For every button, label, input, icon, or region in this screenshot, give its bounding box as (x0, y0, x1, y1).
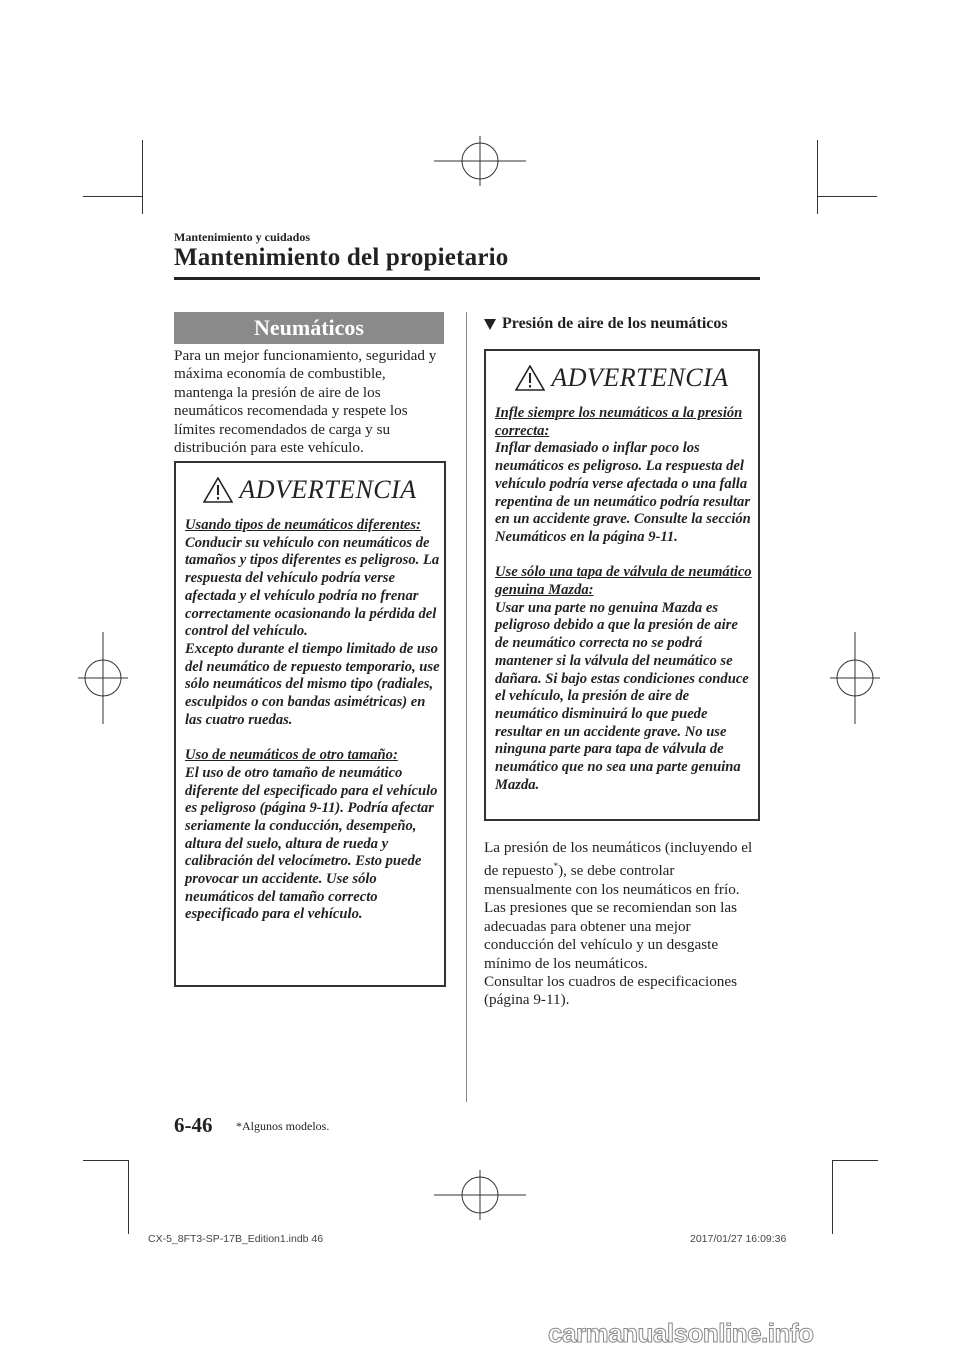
warning-title: ADVERTENCIA (239, 475, 417, 504)
warning-box (484, 349, 760, 821)
registration-mark-icon (434, 136, 526, 186)
warning-text: Usar una parte no genuina Mazda es peligroso debido a que la presión de aire de neumático correcta no se podrá mantener si la válvula del neumático se dañara. Si bajo estas condiciones conduce el vehículo, la presión de aire de neumático disminuirá lo que puede resultar en un accidente grave. No use ninguna parte para tapa de válvula de neumático que no sea una parte genuina Mazda. (495, 599, 749, 793)
warning-text: Conducir su vehículo con neumáticos de tamaños y tipos diferentes es peligroso. La respuesta del vehículo podría verse afectada y el vehículo podría no frenar correctamente ocasionando la pérdida del control del vehículo. (185, 534, 440, 640)
section-banner: Neumáticos (174, 312, 444, 344)
crop-mark (832, 1160, 833, 1234)
crop-mark (142, 140, 143, 214)
section-label: Mantenimiento y cuidados (174, 230, 311, 244)
warning-body (185, 517, 440, 924)
page-title: Mantenimiento del propietario (174, 244, 509, 271)
warning-body (495, 405, 754, 794)
print-file-label: CX-5_8FT3-SP-17B_Edition1.indb 46 (148, 1233, 324, 1245)
registration-mark-icon (434, 1170, 526, 1220)
registration-mark-icon (78, 632, 128, 724)
crop-mark (128, 1160, 129, 1234)
warning-header (176, 475, 444, 505)
warning-subheading: Uso de neumáticos de otro tamaño: (185, 747, 398, 764)
watermark: carmanualsonline.info (548, 1318, 814, 1348)
warning-triangle-icon (203, 477, 233, 503)
page-number: 6-46 (174, 1113, 213, 1137)
crop-mark (817, 196, 877, 197)
body-paragraph (484, 839, 760, 1010)
warning-subheading: Use sólo una tapa de válvula de neumático genuina Mazda: (495, 564, 752, 599)
warning-text: Inflar demasiado o inflar poco los neumáticos es peligroso. La respuesta del vehículo podría verse afectada o una falla repentina de un neumático podría resultar en un accidente grave. Consulte la sección Neumáticos en la página 9-11. (495, 440, 751, 545)
crop-mark (817, 140, 818, 214)
warning-subheading: Infle siempre los neumáticos a la presión correcta: (495, 405, 743, 439)
warning-title: ADVERTENCIA (551, 363, 729, 392)
footnote-marker: * (553, 861, 559, 872)
registration-mark-icon (830, 632, 880, 724)
subsection-heading-text: Presión de aire de los neumáticos (502, 315, 728, 332)
crop-mark (832, 1160, 878, 1161)
print-date-label: 2017/01/27 16:09:36 (690, 1233, 787, 1245)
subsection-heading (484, 315, 728, 333)
column-divider (466, 312, 467, 1102)
warning-text: Excepto durante el tiempo limitado de uso del neumático de repuesto temporario, use sólo neumáticos del mismo tipo (radiales, esculpidos o con bandas asimétricas) en las cuatro ruedas. (185, 640, 440, 728)
warning-subheading: Usando tipos de neumáticos diferentes: (185, 517, 421, 533)
body-text: Consultar los cuadros de especificaciones (página 9-11). (484, 972, 738, 1009)
body-text: ), se debe controlar mensualmente con los neumáticos en frío. Las presiones que se recomiendan son las adecuadas para obtener una mejor conducción del vehículo y un desgaste mínimo de los neumáticos. (484, 862, 740, 972)
footnote: *Algunos modelos. (236, 1119, 330, 1133)
warning-box (174, 461, 446, 987)
crop-mark (83, 1160, 129, 1161)
warning-header (486, 363, 758, 393)
triangle-down-icon (484, 319, 496, 330)
warning-triangle-icon (515, 365, 545, 391)
warning-text: El uso de otro tamaño de neumático diferente del especificado para el vehículo es peligroso (página 9-11). Podría afectar seriamente la conducción, desempeño, altura del suelo, altura de rueda y calibración del velocímetro. Esto puede provocar un accidente. Use sólo neumáticos del tamaño correcto especificado para el vehículo. (185, 764, 438, 923)
body-text: La presión de los neumáticos (incluyendo el de repuesto (484, 839, 753, 880)
crop-mark (83, 196, 143, 197)
title-divider (174, 277, 760, 280)
intro-paragraph: Para un mejor funcionamiento, seguridad y máxima economía de combustible, mantenga la presión de aire de los neumáticos recomendada y respete los límites recomendados de carga y su distribución para este vehículo. (174, 347, 437, 457)
